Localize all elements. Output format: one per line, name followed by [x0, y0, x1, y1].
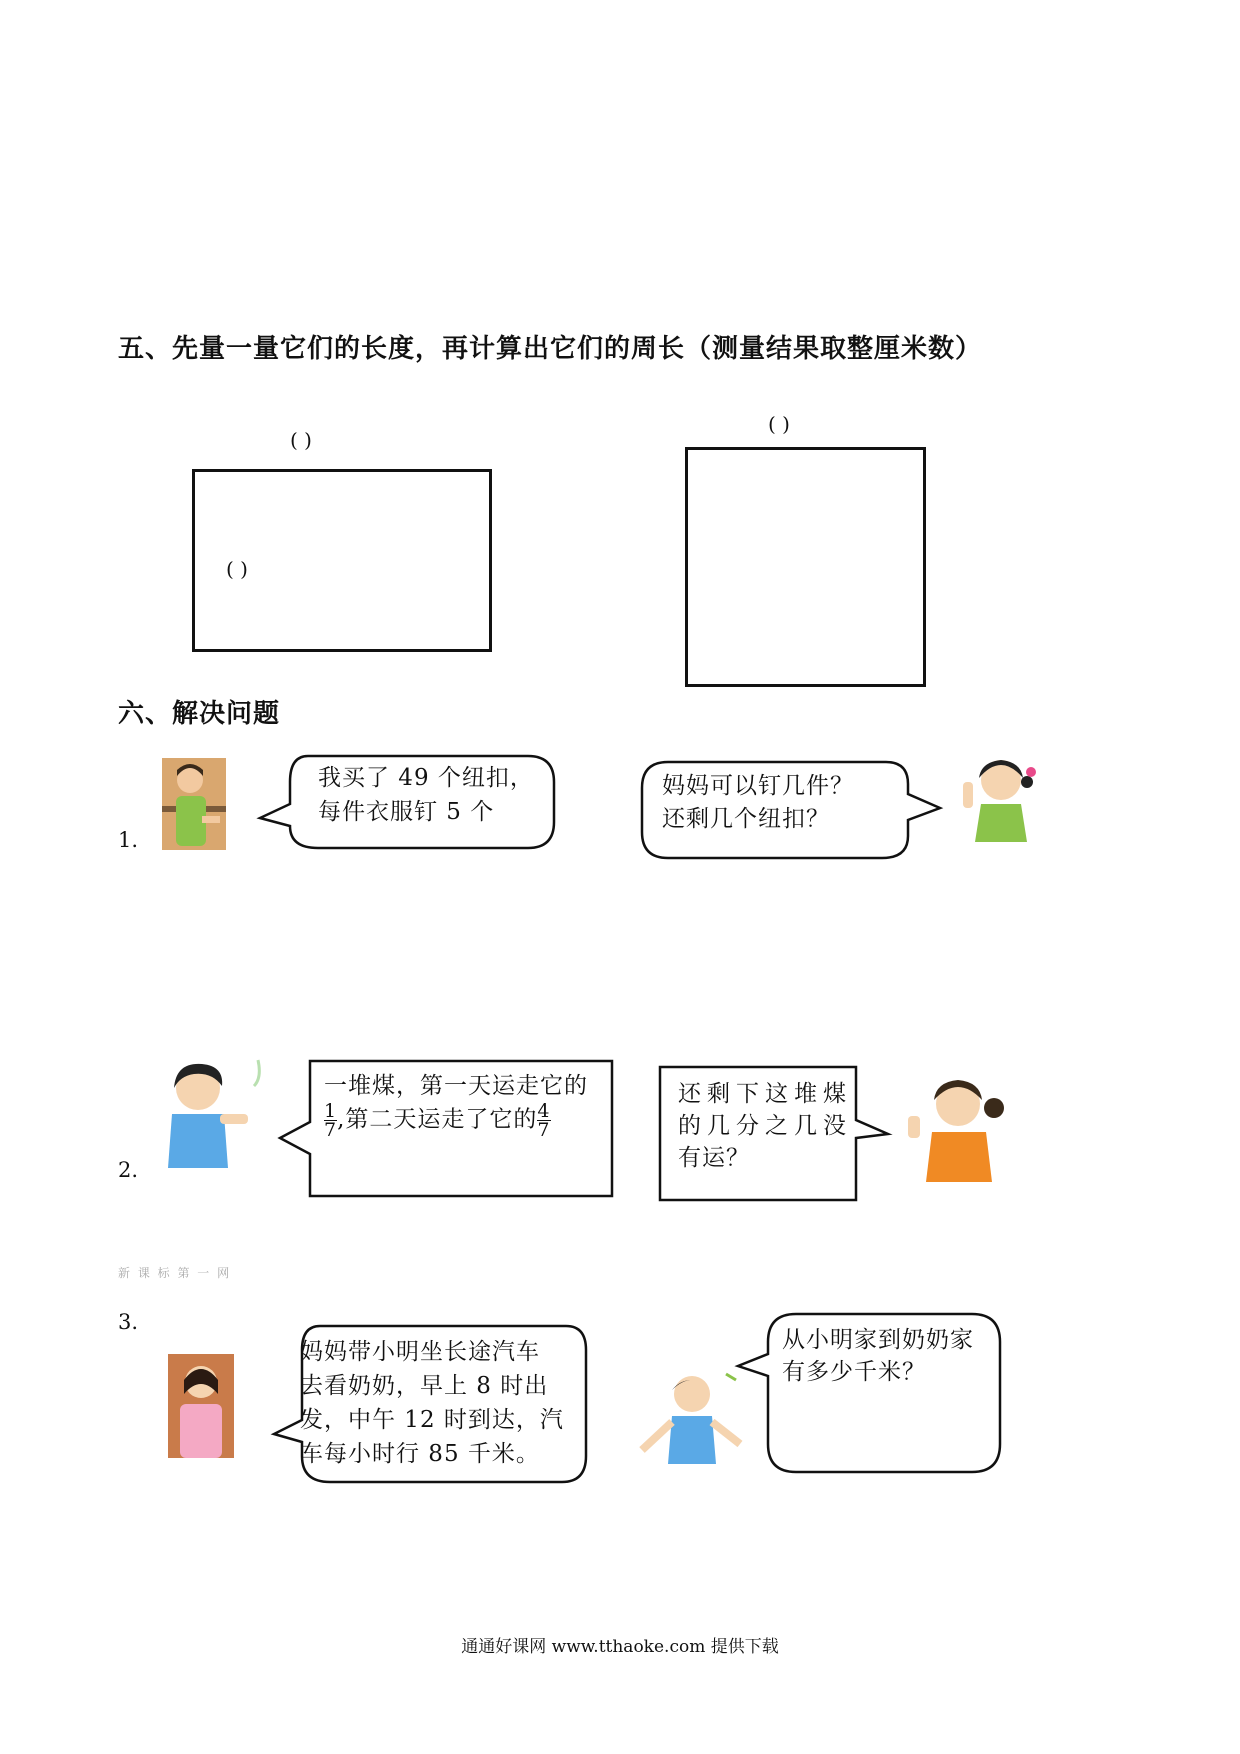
- square-figure: [685, 447, 926, 687]
- rect-width-blank: ( ): [226, 557, 248, 581]
- bubble-2-left-line-2: [324, 1102, 551, 1139]
- xiaoming-illustration: [636, 1372, 746, 1464]
- bubble-1-right-line-2: 还剩几个纽扣？: [662, 806, 830, 832]
- fraction-four-sevenths: $\frac{4}{7}$: [537, 1100, 551, 1141]
- bubble-3-right-line-1: 从小明家到奶奶家: [782, 1327, 974, 1353]
- fraction-one-seventh: $\frac{1}{7}$: [324, 1100, 338, 1141]
- bubble-1-right-line-1: 妈妈可以钉几件？: [662, 773, 854, 799]
- problem-2-number: 2.: [118, 1158, 139, 1182]
- section-5-heading: 五、先量一量它们的长度，再计算出它们的周长（测量结果取整厘米数）: [118, 334, 983, 364]
- watermark-text: 新 课 标 第 一 网: [118, 1266, 232, 1280]
- bubble-1-left-line-1: 我买了 49 个纽扣，: [318, 765, 534, 791]
- bubble-3-left-line-1: 妈妈带小明坐长途汽车: [300, 1339, 540, 1365]
- page-footer: 通通好课网 www.tthaoke.com 提供下载: [461, 1637, 779, 1657]
- bubble-2-right-line-3: 有运？: [678, 1145, 750, 1171]
- bubble-2-right-line-1: 还剩下这堆煤: [678, 1081, 852, 1107]
- bubble-3-left-line-3: 发，中午 12 时到达，汽: [300, 1407, 564, 1433]
- bubble-3-left-line-4: 车每小时行 85 千米。: [300, 1441, 540, 1467]
- girl-illustration: [955, 752, 1055, 844]
- bubble-3-left-line-2: 去看奶奶，早上 8 时出: [300, 1373, 549, 1399]
- man-illustration: [162, 758, 226, 850]
- mother-illustration: [168, 1354, 234, 1458]
- bubble-1-left-line-2: 每件衣服钉 5 个: [318, 799, 495, 825]
- bubble-2-left-mid-text: ,第二天运走了它的: [337, 1106, 538, 1133]
- rect-length-blank: ( ): [290, 428, 312, 452]
- problem-3-number: 3.: [118, 1310, 139, 1334]
- problem-1-number: 1.: [118, 828, 139, 852]
- boy-illustration: [158, 1058, 260, 1170]
- section-6-heading: 六、解决问题: [118, 699, 281, 729]
- girl-apron-illustration: [908, 1072, 1018, 1184]
- bubble-3-right-line-2: 有多少千米？: [782, 1359, 926, 1385]
- bubble-2-right-line-2: 的几分之几没: [678, 1113, 852, 1139]
- bubble-2-left-line-1: 一堆煤，第一天运走它的: [324, 1073, 588, 1099]
- square-side-blank: ( ): [768, 412, 790, 436]
